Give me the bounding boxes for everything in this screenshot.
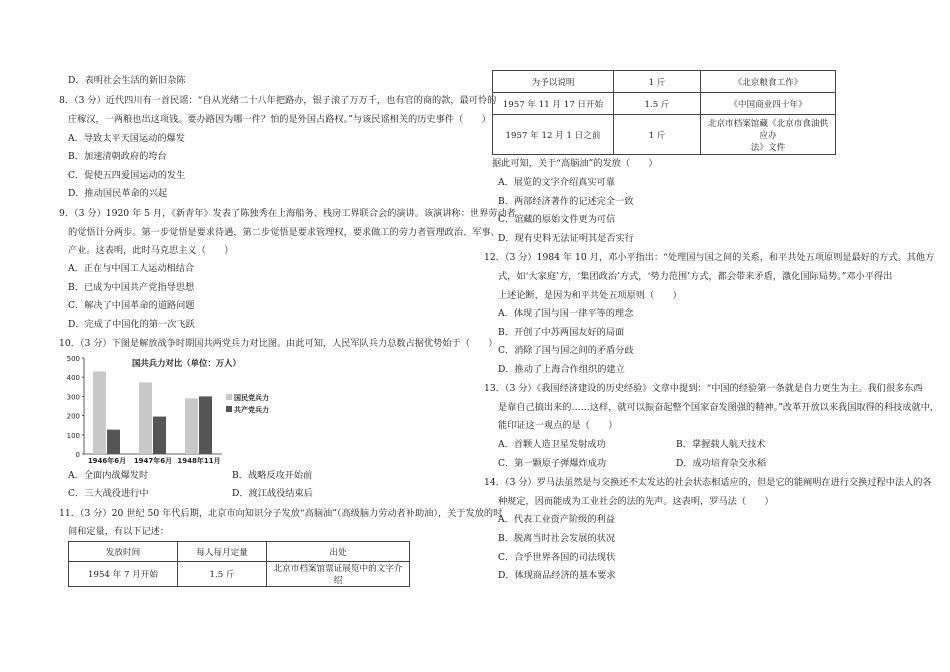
q10-option-a: A．全面内战爆发时 [68,470,149,481]
q11-option-b: B．两部经济著作的记述完全一致 [498,196,634,207]
bar-kmt [93,371,106,454]
chart-title: 国共兵力对比（单位：万人） [132,358,241,368]
q11-table-continued [492,70,836,155]
q14-stem-line1: 14．（3 分）罗马法虽然是与交换还不太发达的社会状态相适应的，但是它的能阐明在进行交换过程中法人的各 [484,477,932,488]
table-row [493,71,836,93]
q13-option-b: B．掌握载人航天技术 [676,439,766,450]
q8-stem-line1: 8．（3 分）近代四川有一首民谣：“自从光绪二十八年把路办，银子滚了万万千，也有官的商的款，最可怜的 [59,95,497,106]
q8-stem-line2: 庄稼汉，一两粮也出这项钱。要办路因为哪一件？怕的是外国占路权。”与该民谣相关的历史事件（ ） [68,114,491,125]
table-cell: 1957 年 12 月 1 日之前 [493,115,614,155]
table-row [493,115,836,155]
q7-option-d: D．表明社会生活的新旧杂陈 [68,75,186,86]
q13-stem-line1: 13．（3 分）《我国经济建设的历史经验》文章中提到：“中国的经验第一条就是自力更生为主。我们很多东西 [484,383,923,394]
q9-stem-line1: 9．（3 分）1920 年 5 月，《新青年》发表了陈独秀在上海船务、栈房工界联合会的演讲。该演讲称：世界劳动者 [59,208,516,219]
table-cell: 北京市档案馆票证展览中的文字介绍 [267,562,410,587]
q8-option-d: D．推动国民革命的兴起 [68,188,168,199]
q13-stem-line2: 是靠自己搞出来的……这样，就可以振奋起整个国家奋发图强的精神。”改革开放以来我国取得的科技成就中， [498,402,940,413]
q12-option-b: B．开创了中苏两国友好的局面 [498,327,625,338]
bar-kmt [139,382,152,454]
table-cell [701,115,836,155]
q9-stem-line2: 的觉悟计分两步。第一步觉悟是要求待遇，第二步觉悟是要求管理权，要求做工的劳力者管理政治、军事、 [68,227,500,238]
table-header: 出处 [267,542,410,562]
q14-stem-line2: 种规定，因而能成为工业社会的法的先声。这表明，罗马法（ ） [498,496,774,507]
q14-option-c: C．合乎世界各国的司法现状 [498,552,616,563]
table-cell: 1 斤 [614,71,701,93]
q11-question: 据此可知，关于“高脑油”的发放（ ） [492,158,658,169]
y-tick-label: 400 [66,374,80,383]
table-row [69,562,410,587]
table-cell: 为予以说明 [493,71,614,93]
table-cell: 1 斤 [614,115,701,155]
table-cell: 《北京粮食工作》 [701,71,836,93]
table-header: 发放时间 [69,542,178,562]
q10-option-d: D．渡江战役结束后 [232,488,313,499]
table-header: 每人每月定量 [178,542,267,562]
q10-stem-line1: 10．（3 分）下图是解放战争时期国共两党兵力对比图。由此可知，人民军队兵力总数占据优势始于（ ） [59,338,498,349]
table-cell-line: 北京市档案馆藏《北京市食油供应办 [707,118,829,141]
q11-stem-line1: 11．（3 分）20 世纪 50 年代后期，北京市向知识分子发放“高脑油”（高级脑力劳动者补助油），关于发放的时 [59,508,503,519]
y-tick-label: 0 [75,451,80,459]
bar-cpc [153,417,166,454]
q11-stem-line2: 间和定量，有以下记述： [68,526,170,537]
q12-option-a: A．体现了国与国一律平等的理念 [498,308,634,319]
table-cell-line: 法》文件 [750,142,786,153]
y-tick-label: 100 [66,431,80,440]
bar-cpc [199,396,212,454]
x-tick-label: 1946年6月 [87,457,127,465]
q9-option-a: A．正在与中国工人运动相结合 [68,263,195,274]
q12-stem-line1: 12．（3 分）1984 年 10 月，邓小平指出：“处理国与国之间的关系，和平共处五项原则是最好的方式。其他方 [484,252,935,263]
q13-stem-line3: 能印证这一观点的是（ ） [498,420,618,431]
x-tick-label: 1947年6月 [133,457,173,465]
q12-stem-line3: 上述论断，是因为和平共处五项原则（ ） [498,290,682,301]
q11-table-top [68,541,410,587]
bar-cpc [107,430,120,454]
q11-option-a: A．展览的文字介绍真实可靠 [498,177,615,188]
q13-option-a: A．首颗人造卫星发射成功 [498,439,606,450]
y-tick-label: 500 [66,355,80,363]
q14-option-b: B．脱离当时社会发展的状况 [498,533,616,544]
legend-label: 国民党兵力 [234,394,269,402]
q14-option-d: D．体现商品经济的基本要求 [498,570,616,581]
table-cell: 《中国商业四十年》 [701,93,836,115]
q14-option-a: A．代表工业资产阶级的利益 [498,514,615,525]
y-tick-label: 300 [66,393,80,402]
table-cell: 1954 年 7 月开始 [69,562,178,587]
x-tick-label: 1948年11月 [177,457,221,465]
q9-option-b: B．已成为中国共产党指导思想 [68,282,195,293]
y-tick-label: 200 [66,412,80,421]
q12-stem-line2: 式，如‘大家庭’方，‘集团政治’方式，‘势力范围’方式，都会带来矛盾，激化国际局势。”邓小平得出 [498,271,893,282]
q13-option-c: C．第一颗原子弹爆炸成功 [498,458,607,469]
q10-option-b: B．战略反攻开始前 [232,470,313,481]
q11-option-c: C．馆藏的原始文件更为可信 [498,214,616,225]
q8-option-c: C．促使五四爱国运动的发生 [68,170,186,181]
q11-option-d: D．现有史料无法证明其是否实行 [498,233,634,244]
q12-option-c: C．消除了国与国之间的矛盾分歧 [498,345,634,356]
table-row [493,93,836,115]
q13-option-d: D．成功培育杂交水稻 [676,458,767,469]
q8-option-a: A．导致太平天国运动的爆发 [68,133,185,144]
q12-option-d: D．推动了上海合作组织的建立 [498,364,625,375]
q9-option-c: C．解决了中国革命的道路问题 [68,300,195,311]
q10-option-c: C．三大战役进行中 [68,488,149,499]
legend-label: 共产党兵力 [234,406,269,414]
q8-option-b: B．加速清朝政府的垮台 [68,151,167,162]
bar-kmt [185,398,198,454]
table-cell: 1.5 斤 [178,562,267,587]
legend-swatch [226,394,232,400]
table-cell: 1.5 斤 [614,93,701,115]
q9-stem-line3: 产业。这表明，此时马克思主义（ ） [68,245,234,256]
force-comparison-chart [58,350,290,468]
q9-option-d: D．完成了中国化的第一次飞跃 [68,319,195,330]
legend-swatch [226,406,232,412]
table-cell: 1957 年 11 月 17 日开始 [493,93,614,115]
